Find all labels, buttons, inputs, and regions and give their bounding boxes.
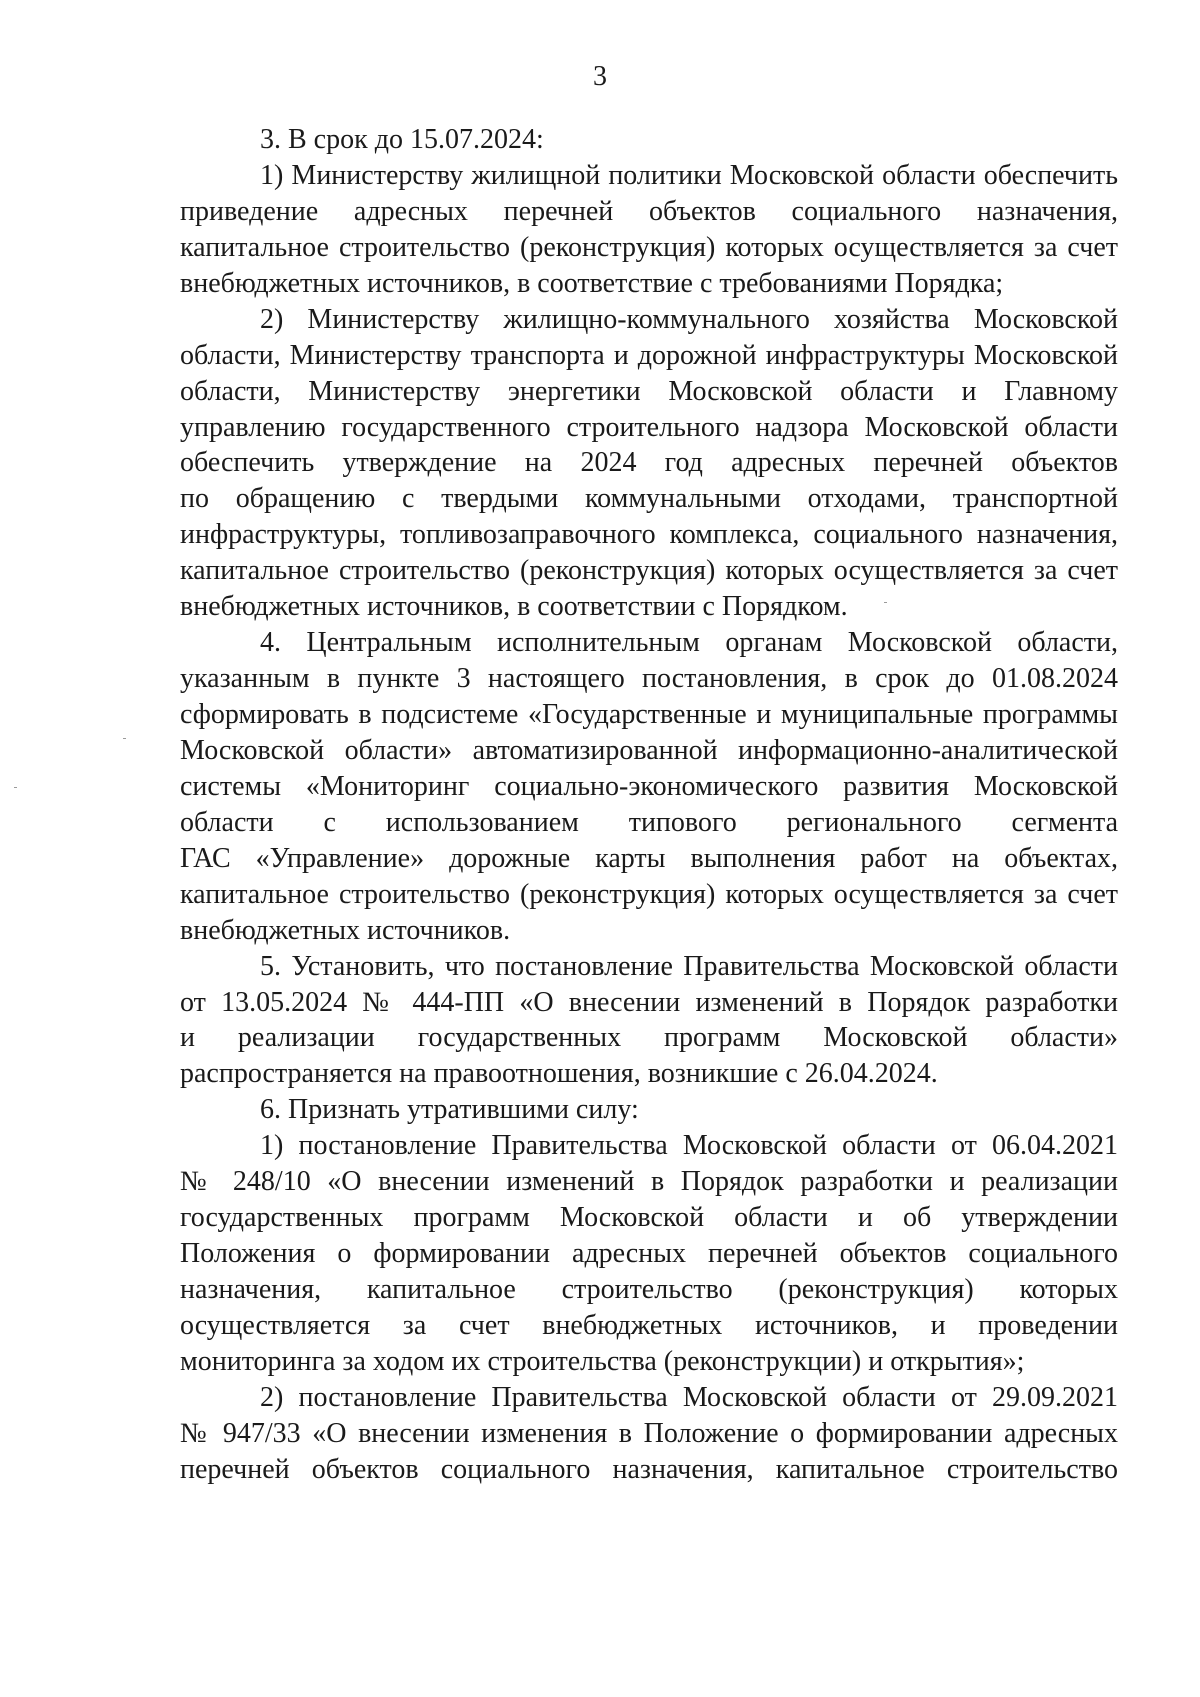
text-line: системы «Мониторинг социально-экономического развития Московской <box>180 770 1118 802</box>
text-line: ГАС «Управление» дорожные карты выполнения работ на объектах, <box>180 842 1118 874</box>
text-line: 4. Центральным исполнительным органам Московской области, <box>260 627 1118 659</box>
text-line: инфраструктуры, топливозаправочного комплекса, социального назначения, <box>180 519 1118 551</box>
text-line: 2) Министерству жилищно-коммунального хозяйства Московской <box>260 303 1118 335</box>
text-line: приведение адресных перечней объектов социального назначения, <box>180 195 1118 227</box>
text-line: обеспечить утверждение на 2024 год адресных перечней объектов <box>180 447 1118 479</box>
text-line: перечней объектов социального назначения, капитальное строительство <box>180 1453 1118 1485</box>
text-line: сформировать в подсистеме «Государственные и муниципальные программы <box>180 699 1118 730</box>
text-line: 6. Признать утратившими силу: <box>260 1094 639 1126</box>
text-line: по обращению с твердыми коммунальными отходами, транспортной <box>180 483 1118 515</box>
text-line: Московской области» автоматизированной информационно-аналитической <box>180 734 1118 766</box>
text-line: капитальное строительство (реконструкция) которых осуществляется за счет <box>180 231 1118 263</box>
text-line: области, Министерству энергетики Московской области и Главному <box>180 375 1118 407</box>
text-line: 3. В срок до 15.07.2024: <box>260 124 544 155</box>
scan-speck <box>123 738 126 739</box>
text-line: и реализации государственных программ Московской области» <box>180 1022 1118 1054</box>
text-line: области с использованием типового регионального сегмента <box>180 806 1118 838</box>
document-body <box>180 122 1118 1488</box>
scan-speck <box>884 602 887 603</box>
text-line: капитальное строительство (реконструкция) которых осуществляется за счет <box>180 555 1118 587</box>
text-line: Положения о формировании адресных перечней объектов социального <box>180 1238 1118 1270</box>
text-line: управлению государственного строительного надзора Московской области <box>180 411 1118 443</box>
scan-speck <box>14 787 17 788</box>
text-line: назначения, капитальное строительство (реконструкция) которых <box>180 1274 1118 1305</box>
text-line: 1) постановление Правительства Московской области от 06.04.2021 <box>260 1130 1118 1162</box>
text-line: от 13.05.2024 № 444-ПП «О внесении изменений в Порядок разработки <box>180 986 1118 1018</box>
text-line: 2) постановление Правительства Московской области от 29.09.2021 <box>260 1381 1118 1413</box>
text-line: № 248/10 «О внесении изменений в Порядок разработки и реализации <box>180 1166 1118 1198</box>
page-number: 3 <box>593 61 607 92</box>
text-line: внебюджетных источников. <box>180 914 511 946</box>
text-line: капитальное строительство (реконструкция) которых осуществляется за счет <box>180 878 1118 910</box>
text-line: области, Министерству транспорта и дорожной инфраструктуры Московской <box>180 339 1118 371</box>
text-line: мониторинга за ходом их строительства (реконструкции) и открытия»; <box>180 1345 1025 1377</box>
text-line: внебюджетных источников, в соответствии с Порядком. <box>180 591 848 623</box>
text-line: 1) Министерству жилищной политики Московской области обеспечить <box>260 159 1118 191</box>
text-line: указанным в пункте 3 настоящего постановления, в срок до 01.08.2024 <box>180 663 1118 695</box>
text-line: государственных программ Московской области и об утверждении <box>180 1202 1118 1234</box>
text-line: внебюджетных источников, в соответствие с требованиями Порядка; <box>180 267 1004 299</box>
text-line: 5. Установить, что постановление Правительства Московской области <box>260 950 1118 982</box>
text-line: осуществляется за счет внебюджетных источников, и проведении <box>180 1309 1118 1341</box>
text-line: распространяется на правоотношения, возникшие с 26.04.2024. <box>180 1058 938 1090</box>
text-line: № 947/33 «О внесении изменения в Положение о формировании адресных <box>180 1417 1118 1449</box>
